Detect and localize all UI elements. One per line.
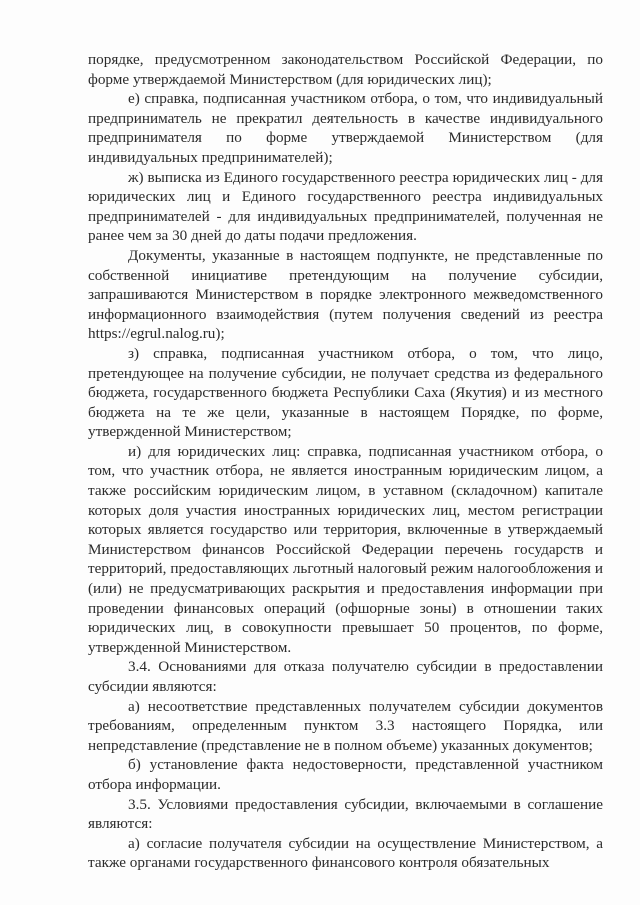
paragraph-item-zh: ж) выписка из Единого государственного реестра юридических лиц - для юридических лиц и Единого государственного реестра индивидуальных предпринимателей - для индивидуальных предпринимателей, полученная не ранее чем за 30 дней до даты подачи предложения.	[88, 168, 603, 245]
paragraph-continuation: порядке, предусмотренном законодательством Российской Федерации, по форме утверждаемой Министерством (для юридических лиц);	[88, 51, 603, 88]
paragraph-item-b-refusal: б) установление факта недостоверности, представленной участником отбора информации.	[88, 756, 603, 793]
paragraph-item-a-conditions: а) согласие получателя субсидии на осуществление Министерством, а также органами государственного финансового контроля обязательных	[88, 834, 603, 872]
paragraph-item-e: е) справка, подписанная участником отбора, о том, что индивидуальный предприниматель не прекратил деятельность в качестве индивидуального предпринимателя по форме утверждаемой Министерством (для индивидуальных предпринимателей);	[88, 90, 603, 166]
paragraph-item-i: и) для юридических лиц: справка, подписанная участником отбора, о том, что участник отбора, не является иностранным юридическим лицом, а также российским юридическим лицом, в уставном (складочном) капитале которых доля участия иностранных юридических лиц, местом регистрации которых является государство или территория, включенные в утверждаемый Министерством финансов Российской Федерации перечень государств и территорий, предоставляющих льготный налоговый режим налогообложения и (или) не предусматривающих раскрытия и предоставления информации при проведении финансовых операций (офшорные зоны) в отношении таких юридических лиц, в совокупности превышает 50 процентов, по форме, утвержденной Министерством.	[88, 442, 603, 656]
paragraph-item-z: з) справка, подписанная участником отбора, о том, что лицо, претендующее на получение субсидии, не получает средства из федерального бюджета, государственного бюджета Республики Саха (Якутия) и из местного бюджета на те же цели, указанные в настоящем Порядке, по форме, утвержденной Министерством;	[88, 344, 603, 441]
paragraph-section-3-4: 3.4. Основаниями для отказа получателю субсидии в предоставлении субсидии являются:	[88, 658, 603, 695]
paragraph-section-3-5: 3.5. Условиями предоставления субсидии, включаемыми в соглашение являются:	[88, 795, 603, 833]
paragraph-item-a-refusal: а) несоответствие представленных получателем субсидии документов требованиям, определенным пунктом 3.3 настоящего Порядка, или непредставление (представление не в полном объеме) указанных документов;	[88, 697, 603, 754]
paragraph-documents-note: Документы, указанные в настоящем подпункте, не представленные по собственной инициативе претендующим на получение субсидии, запрашиваются Министерством в порядке электронного межведомственного информационного взаимодействия (путем получения сведений из реестра https://egrul.nalog.ru);	[88, 246, 603, 343]
document-body	[88, 50, 603, 873]
